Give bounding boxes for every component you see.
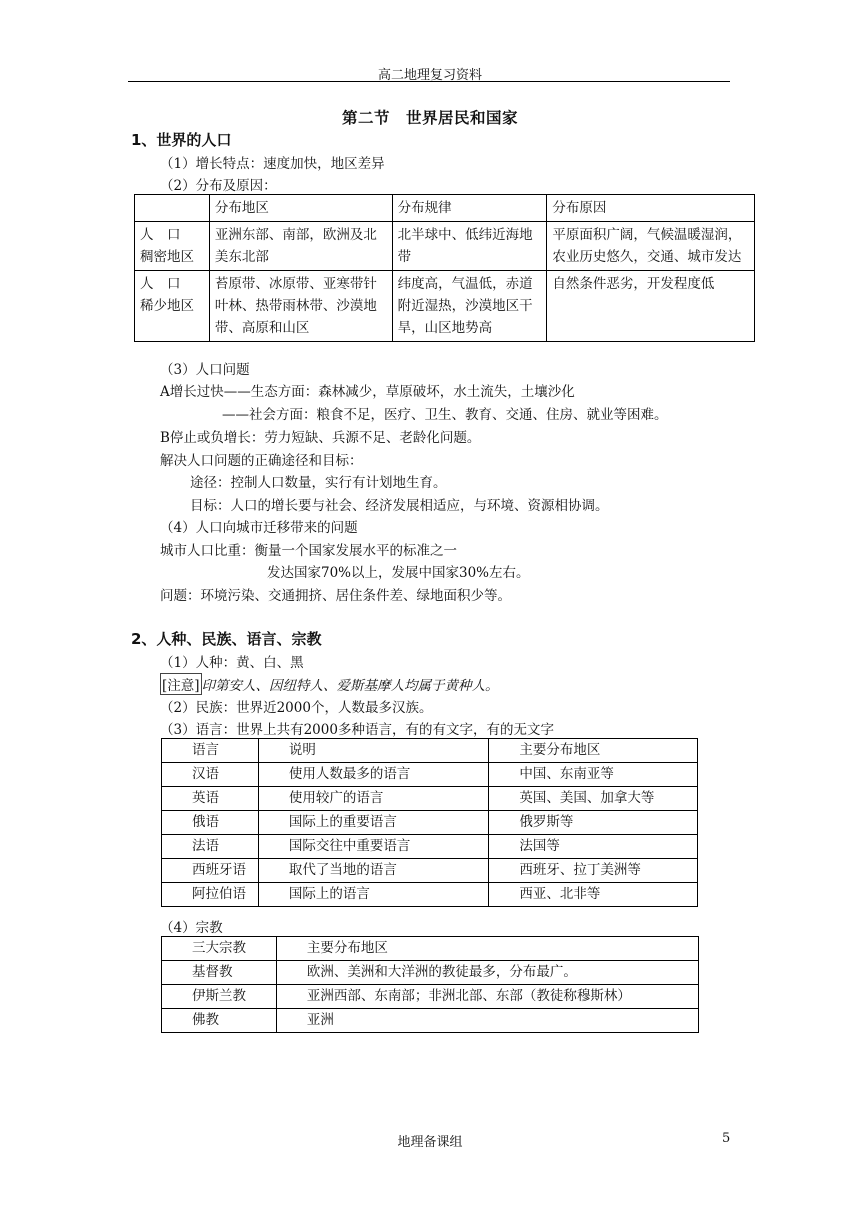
distribution-heading: （2）分布及原因：: [160, 178, 277, 194]
table-cell: 英语: [162, 787, 259, 811]
header-rule: [128, 81, 730, 82]
table-header-row: [162, 937, 699, 961]
table-cell: 亚洲西部、东南部；非洲北部、东部（教徒称穆斯林）: [276, 985, 698, 1009]
language-line: （3）语言：世界上共有2000多种语言，有的有文字，有的无文字: [160, 722, 554, 738]
table-cell: 自然条件恶劣，开发程度低: [547, 271, 755, 342]
language-table: [161, 738, 698, 907]
urban-ratio: 城市人口比重：衡量一个国家发展水平的标准之一: [160, 543, 457, 559]
table-header-row: [162, 739, 698, 763]
table-cell: 使用较广的语言: [258, 787, 489, 811]
table-cell: 苔原带、冰原带、亚寒带针叶林、热带雨林带、沙漠地带、高原和山区: [209, 271, 392, 342]
note-line: [160, 673, 499, 695]
section-2-heading: 2、人种、民族、语言、宗教: [131, 630, 322, 648]
urban-issues: 问题：环境污染、交通拥挤、居住条件差、绿地面积少等。: [160, 588, 511, 604]
table-header-cell: 语言: [162, 739, 259, 763]
table-row: [162, 787, 698, 811]
table-row: [162, 859, 698, 883]
table-row: [162, 961, 699, 985]
religion-heading: （4）宗教: [160, 920, 223, 936]
table-cell: 英国、美国、加拿大等: [489, 787, 698, 811]
note-text: 印第安人、因纽特人、爱斯基摩人均属于黄种人。: [201, 678, 499, 694]
footer-group: 地理备课组: [397, 1135, 463, 1150]
table-cell: 基督教: [162, 961, 277, 985]
document-title: 第二节 世界居民和国家: [341, 109, 518, 127]
table-cell: 西亚、北非等: [489, 883, 698, 907]
table-cell: 取代了当地的语言: [258, 859, 489, 883]
religion-table: [161, 936, 699, 1033]
table-cell: 中国、东南亚等: [489, 763, 698, 787]
population-distribution-table: [134, 194, 755, 342]
section-1-heading: 1、世界的人口: [131, 131, 232, 149]
growth-feature: （1）增长特点：速度加快，地区差异: [160, 156, 385, 172]
table-row: [162, 985, 699, 1009]
urban-ratio-values: 发达国家70%以上，发展中国家30%左右。: [267, 565, 530, 581]
table-cell: 北半球中、低纬近海地带: [392, 222, 547, 271]
table-row: [135, 271, 755, 342]
page-number: 5: [722, 1131, 731, 1146]
solution-heading: 解决人口问题的正确途径和目标：: [160, 453, 363, 469]
population-problems-heading: （3）人口问题: [160, 362, 250, 378]
table-row: [162, 811, 698, 835]
table-row: [162, 1009, 699, 1033]
table-cell: 平原面积广阔，气候温暖湿润，农业历史悠久，交通、城市发达: [547, 222, 755, 271]
social-aspect: ——社会方面：粮食不足，医疗、卫生、教育、交通、住房、就业等困难。: [222, 407, 668, 423]
table-header-cell: 分布规律: [392, 195, 547, 222]
table-cell: 亚洲: [276, 1009, 698, 1033]
page-header: 高二地理复习资料: [377, 68, 482, 83]
table-cell: 国际交往中重要语言: [258, 835, 489, 859]
table-row: [162, 763, 698, 787]
table-cell: 俄语: [162, 811, 259, 835]
table-cell: 汉语: [162, 763, 259, 787]
table-cell: 阿拉伯语: [162, 883, 259, 907]
table-header-cell: 主要分布地区: [489, 739, 698, 763]
table-cell: 伊斯兰教: [162, 985, 277, 1009]
table-cell: 国际上的语言: [258, 883, 489, 907]
table-cell: 法国等: [489, 835, 698, 859]
growth-too-fast: A增长过快——生态方面：森林减少，草原破坏，水土流失，土壤沙化: [160, 384, 575, 400]
table-cell: 俄罗斯等: [489, 811, 698, 835]
table-cell: 人 口 稀少地区: [135, 271, 210, 342]
table-cell: 西班牙、拉丁美洲等: [489, 859, 698, 883]
table-cell: 佛教: [162, 1009, 277, 1033]
table-row: [162, 835, 698, 859]
table-row: [162, 883, 698, 907]
negative-growth: B停止或负增长：劳力短缺、兵源不足、老龄化问题。: [160, 430, 481, 446]
race-line: （1）人种：黄、白、黑: [160, 655, 304, 671]
table-cell: 人 口 稠密地区: [135, 222, 210, 271]
table-header-cell: [135, 195, 210, 222]
table-header-cell: 分布地区: [209, 195, 392, 222]
table-cell: 亚洲东部、南部，欧洲及北美东北部: [209, 222, 392, 271]
table-header-cell: 三大宗教: [162, 937, 277, 961]
urban-migration-heading: （4）人口向城市迁移带来的问题: [160, 520, 358, 536]
table-header-cell: 说明: [258, 739, 489, 763]
table-header-row: [135, 195, 755, 222]
table-row: [135, 222, 755, 271]
note-label: [注意]: [160, 673, 202, 695]
table-cell: 国际上的重要语言: [258, 811, 489, 835]
table-cell: 西班牙语: [162, 859, 259, 883]
ethnic-line: （2）民族：世界近2000个，人数最多汉族。: [160, 700, 433, 716]
solution-way: 途径：控制人口数量，实行有计划地生育。: [190, 475, 447, 491]
solution-goal: 目标：人口的增长要与社会、经济发展相适应，与环境、资源相协调。: [190, 498, 609, 514]
table-cell: 纬度高，气温低，赤道附近湿热，沙漠地区干旱，山区地势高: [392, 271, 547, 342]
table-header-cell: 分布原因: [547, 195, 755, 222]
table-header-cell: 主要分布地区: [276, 937, 698, 961]
table-cell: 使用人数最多的语言: [258, 763, 489, 787]
table-cell: 法语: [162, 835, 259, 859]
table-cell: 欧洲、美洲和大洋洲的教徒最多，分布最广。: [276, 961, 698, 985]
